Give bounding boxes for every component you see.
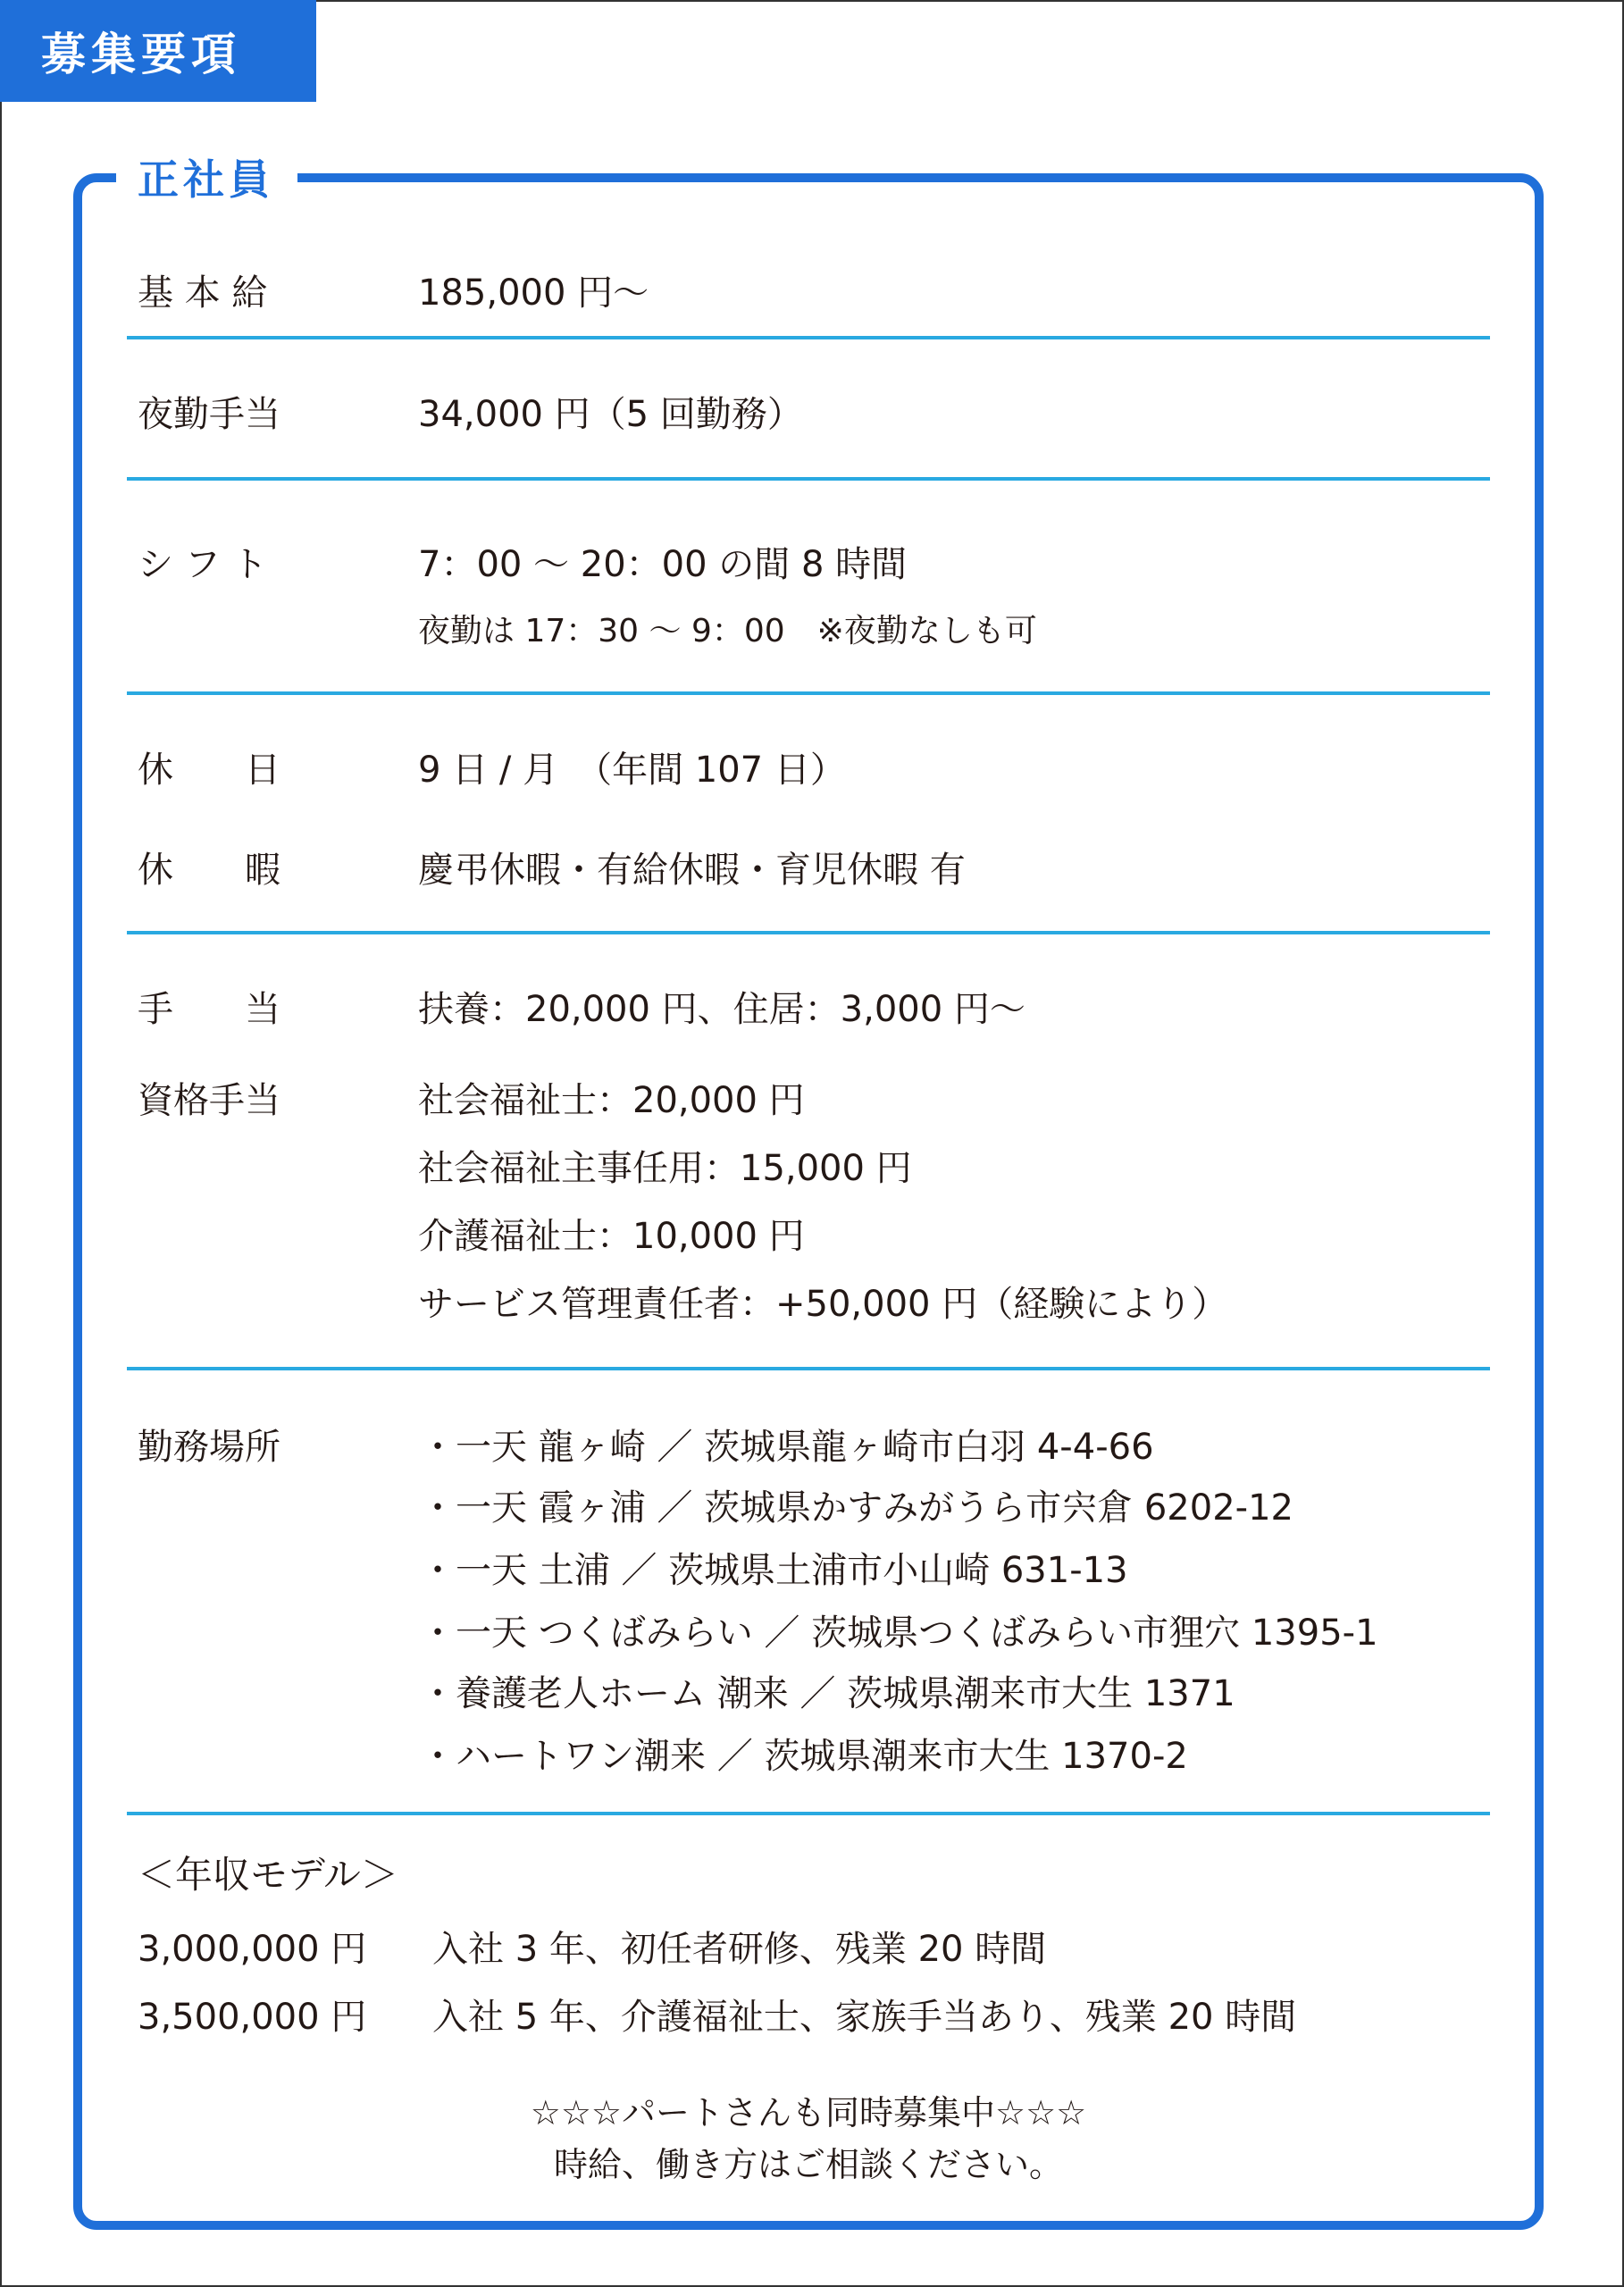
divider bbox=[127, 1812, 1490, 1815]
income-model-description: 入社 3 年、初任者研修、残業 20 時間 bbox=[432, 1929, 1047, 1970]
divider bbox=[127, 1367, 1490, 1370]
income-model-description: 入社 5 年、介護福祉士、家族手当あり、残業 20 時間 bbox=[432, 1997, 1297, 2038]
divider bbox=[127, 477, 1490, 481]
shift-night-note: 夜勤は 17：30 ～ 9：00 ※夜勤なしも可 bbox=[418, 613, 1037, 649]
workplace-item: ・一天 土浦 ／ 茨城県土浦市小山崎 631-13 bbox=[420, 1550, 1128, 1591]
workplace-label: 勤務場所 bbox=[138, 1427, 280, 1468]
leave-label: 休 暇 bbox=[138, 850, 280, 891]
qualification-item: 社会福祉主事任用：15,000 円 bbox=[418, 1148, 912, 1189]
income-model-amount: 3,000,000 円 bbox=[138, 1929, 367, 1970]
income-model-amount: 3,500,000 円 bbox=[138, 1997, 367, 2038]
workplace-item: ・ハートワン潮来 ／ 茨城県潮来市大生 1370-2 bbox=[420, 1736, 1188, 1777]
divider bbox=[127, 691, 1490, 695]
divider bbox=[127, 336, 1490, 339]
night-allowance-value: 34,000 円（5 回勤務） bbox=[418, 394, 803, 435]
holidays-label: 休 日 bbox=[138, 750, 280, 791]
qualification-item: サービス管理責任者：+50,000 円（経験により） bbox=[418, 1284, 1228, 1325]
section-title: 募集要項 bbox=[41, 29, 241, 80]
divider bbox=[127, 931, 1490, 934]
consultation-note: 時給、働き方はご相談ください。 bbox=[553, 2145, 1063, 2184]
employment-type-label: 正社員 bbox=[138, 155, 274, 204]
qualification-item: 介護福祉士：10,000 円 bbox=[418, 1216, 805, 1257]
shift-value: 7：00 ～ 20：00 の間 8 時間 bbox=[418, 544, 908, 585]
shift-label: シ フ ト bbox=[138, 544, 268, 585]
workplace-item: ・一天 龍ヶ崎 ／ 茨城県龍ヶ崎市白羽 4-4-66 bbox=[420, 1427, 1154, 1468]
section-header-tab bbox=[0, 0, 316, 102]
workplace-item: ・養護老人ホーム 潮来 ／ 茨城県潮来市大生 1371 bbox=[420, 1673, 1235, 1714]
workplace-item: ・一天 霞ヶ浦 ／ 茨城県かすみがうら市宍倉 6202-12 bbox=[420, 1487, 1293, 1529]
allowance-label: 手 当 bbox=[138, 989, 280, 1030]
employment-type-legend bbox=[116, 148, 297, 205]
base-salary-value: 185,000 円～ bbox=[418, 272, 649, 314]
qualification-item: 社会福祉士：20,000 円 bbox=[418, 1080, 805, 1121]
base-salary-label: 基 本 給 bbox=[138, 272, 268, 314]
holidays-value: 9 日 / 月 （年間 107 日） bbox=[418, 750, 846, 791]
workplace-item: ・一天 つくばみらい ／ 茨城県つくばみらい市狸穴 1395-1 bbox=[420, 1613, 1378, 1654]
income-model-title: ＜年収モデル＞ bbox=[138, 1853, 398, 1897]
part-time-recruit-notice: ☆☆☆パートさんも同時募集中☆☆☆ bbox=[530, 2093, 1087, 2132]
leave-value: 慶弔休暇・有給休暇・育児休暇 有 bbox=[418, 850, 966, 891]
qualification-allowance-label: 資格手当 bbox=[138, 1080, 280, 1121]
allowance-value: 扶養：20,000 円、住居：3,000 円～ bbox=[418, 989, 1025, 1030]
night-allowance-label: 夜勤手当 bbox=[138, 394, 280, 435]
